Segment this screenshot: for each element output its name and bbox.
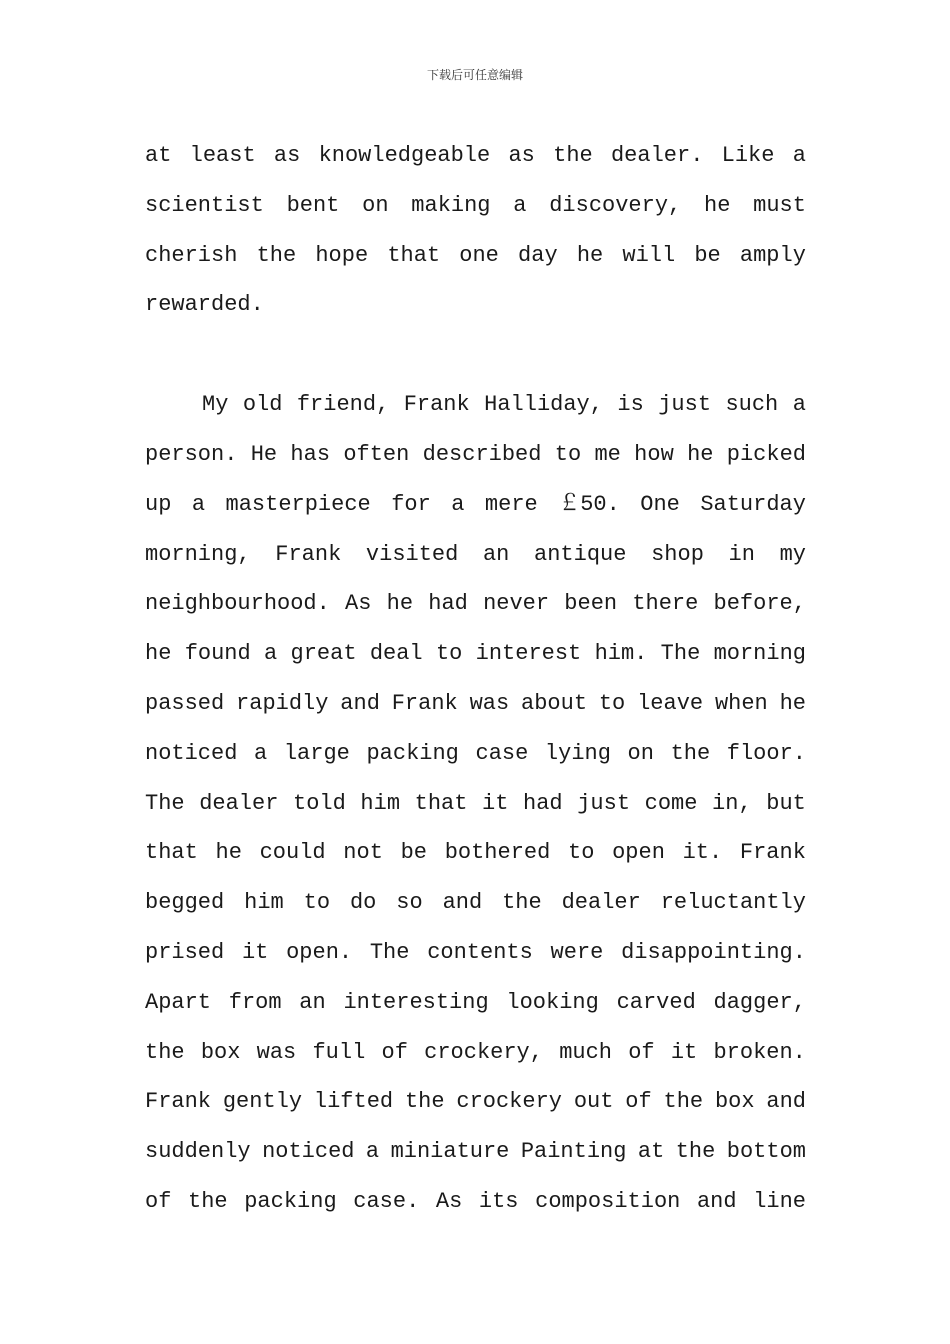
word: never (483, 591, 550, 617)
word: Frank (391, 690, 458, 716)
word: As (345, 591, 372, 617)
word: bent (286, 192, 340, 218)
text-line (145, 231, 806, 281)
word: old (242, 392, 283, 418)
word: not (343, 840, 383, 866)
word: been (564, 591, 618, 617)
word: the (502, 890, 542, 916)
word: interest (475, 641, 582, 667)
word: could (259, 840, 326, 866)
word: just (658, 392, 712, 418)
word: such (725, 392, 779, 418)
text-line (145, 1077, 806, 1127)
text-line (145, 480, 806, 530)
word: noticed (262, 1139, 355, 1165)
word: Saturday (700, 491, 806, 517)
word: the (256, 242, 297, 268)
word: had (428, 591, 468, 617)
word: Apart (145, 989, 212, 1015)
word: in, (712, 790, 752, 816)
word: one (459, 242, 499, 268)
text-line (145, 1177, 806, 1227)
word: a (451, 491, 465, 517)
word: he (576, 242, 604, 268)
word: Frank (739, 840, 806, 866)
word: that (145, 840, 198, 866)
word: hope (315, 242, 369, 268)
word: described (422, 441, 542, 467)
word: the (553, 143, 593, 168)
text-line (145, 430, 806, 480)
word: a (513, 192, 527, 218)
word: interesting (343, 989, 489, 1015)
word: a (191, 491, 206, 517)
word: it (241, 939, 269, 965)
word: mere (484, 491, 538, 517)
word: scientist (145, 192, 264, 218)
word: for (391, 491, 431, 517)
word: composition (535, 1188, 681, 1214)
word: One (640, 491, 680, 517)
word: must (753, 192, 806, 218)
word: bothered (444, 840, 551, 866)
word: him (360, 790, 401, 816)
word: masterpiece (225, 491, 371, 517)
word: packing (366, 740, 459, 766)
word: the (670, 740, 711, 766)
word: it. (682, 840, 723, 866)
word: he (145, 641, 172, 667)
text-line (145, 579, 806, 629)
word: discovery, (549, 192, 682, 218)
word: a (792, 392, 806, 418)
word: of (628, 1039, 655, 1065)
word: person. (145, 441, 238, 467)
word: to (435, 641, 463, 667)
word: The (145, 790, 185, 816)
word: passed (145, 690, 225, 716)
word: friend, (296, 392, 390, 418)
word: shop (651, 541, 704, 567)
word: about (521, 690, 588, 716)
word: out (573, 1089, 614, 1115)
word: just (577, 790, 631, 816)
word: him. (594, 641, 648, 667)
word: the (145, 1039, 185, 1065)
word: to (598, 690, 626, 716)
text-line (145, 978, 806, 1028)
text-line (145, 1127, 806, 1177)
word: dealer (199, 790, 279, 816)
word: to (568, 840, 595, 866)
word: suddenly (145, 1139, 251, 1165)
word: Frank (275, 541, 342, 567)
word: floor. (726, 740, 806, 766)
word: Halliday, (484, 392, 603, 418)
word: gently (222, 1089, 303, 1115)
word: he (687, 441, 714, 467)
word: its (478, 1188, 519, 1214)
word: was (469, 690, 510, 716)
word: in (728, 541, 755, 567)
word: on (627, 740, 654, 766)
word: an (299, 989, 326, 1015)
word: broken. (713, 1039, 806, 1065)
word: there (632, 591, 699, 617)
word: the (663, 1089, 704, 1115)
word: Like (721, 143, 775, 168)
word: him (244, 890, 284, 916)
word: line (753, 1188, 806, 1214)
word: he (779, 690, 806, 716)
word: contents (427, 939, 533, 965)
text-line (145, 729, 806, 779)
word: Frank (145, 1089, 212, 1115)
word: crockery (456, 1089, 562, 1115)
word: case. (353, 1188, 420, 1214)
word: packing (244, 1188, 337, 1214)
word: a (254, 740, 268, 766)
word: often (343, 441, 410, 467)
word: neighbourhood. (145, 591, 330, 617)
word: much (559, 1039, 612, 1065)
word: the (675, 1139, 716, 1165)
word: that (414, 790, 468, 816)
word: My (202, 392, 229, 418)
word: antique (534, 541, 627, 567)
word: looking (506, 989, 599, 1015)
word: ￡50. (558, 491, 620, 517)
text-line (145, 530, 806, 580)
word: be (400, 840, 427, 866)
word: rewarded. (145, 292, 264, 318)
word: a (365, 1139, 380, 1165)
text-line (145, 828, 806, 878)
word: from (228, 989, 282, 1015)
word: as (273, 143, 301, 168)
word: a (264, 641, 278, 667)
word: to (554, 441, 582, 467)
word: amply (739, 242, 806, 268)
word: As (435, 1188, 463, 1214)
word: noticed (145, 740, 238, 766)
word: up (145, 491, 172, 517)
text-line (145, 679, 806, 729)
word: knowledgeable (318, 143, 491, 168)
word: reluctantly (660, 890, 806, 916)
document-body (145, 131, 806, 1227)
word: be (694, 242, 721, 268)
word: carved (616, 989, 696, 1015)
word: picked (726, 441, 806, 467)
word: when (714, 690, 768, 716)
paragraph-gap (145, 330, 806, 380)
word: large (283, 740, 350, 766)
word: to (303, 890, 331, 916)
word: prised (145, 939, 225, 965)
word: cherish (145, 242, 238, 268)
text-line (145, 779, 806, 829)
word: deal (369, 641, 423, 667)
text-line (145, 181, 806, 231)
word: of (625, 1089, 652, 1115)
word: of (145, 1188, 172, 1214)
word: at (145, 143, 172, 168)
word: as (508, 143, 535, 168)
word: lifted (313, 1089, 394, 1115)
word: of (381, 1039, 408, 1065)
word: a (792, 143, 806, 168)
word: begged (145, 890, 225, 916)
word: so (396, 890, 423, 916)
word: that (387, 242, 441, 268)
text-line (145, 380, 806, 430)
word: full (312, 1039, 366, 1065)
word: day (518, 242, 558, 268)
text-line (145, 280, 806, 330)
text-line (145, 1028, 806, 1078)
word: come (644, 790, 698, 816)
text-line (145, 131, 806, 181)
text-line (145, 629, 806, 679)
word: making (411, 192, 491, 218)
word: the (404, 1089, 445, 1115)
word: miniature (390, 1139, 510, 1165)
word: open. (286, 939, 353, 965)
word: at (637, 1139, 665, 1165)
word: but (766, 790, 806, 816)
word: visited (365, 541, 459, 567)
word: is (617, 392, 644, 418)
word: and (696, 1188, 737, 1214)
word: and (442, 890, 483, 916)
word: he (704, 192, 731, 218)
word: dealer. (610, 143, 704, 168)
word: found (184, 641, 251, 667)
text-line (145, 928, 806, 978)
word: He (250, 441, 278, 467)
word: dealer (561, 890, 641, 916)
word: how (634, 441, 674, 467)
word: it (482, 790, 509, 816)
word: and (766, 1089, 806, 1115)
word: dagger, (713, 989, 806, 1015)
word: has (290, 441, 331, 467)
word: disappointing. (621, 939, 806, 965)
word: lying (544, 740, 611, 766)
word: least (189, 143, 256, 168)
word: open (612, 840, 665, 866)
word: Frank (403, 392, 470, 418)
word: he (386, 591, 414, 617)
page-header: 下载后可任意编辑 (426, 68, 523, 82)
word: told (293, 790, 346, 816)
word: an (482, 541, 510, 567)
word: do (349, 890, 377, 916)
word: rapidly (236, 690, 329, 716)
word: morning (713, 641, 806, 667)
word: case (475, 740, 529, 766)
word: was (256, 1039, 297, 1065)
word: box (714, 1089, 755, 1115)
word: had (523, 790, 563, 816)
word: great (290, 641, 357, 667)
word: will (622, 242, 676, 268)
word: and (340, 690, 380, 716)
word: the (188, 1188, 228, 1214)
word: Painting (520, 1139, 627, 1165)
word: my (779, 541, 806, 567)
word: The (369, 939, 410, 965)
paragraph (145, 131, 806, 330)
word: were (550, 939, 604, 965)
word: bottom (726, 1139, 806, 1165)
word: box (200, 1039, 241, 1065)
word: crockery, (424, 1039, 543, 1065)
word: The (660, 641, 701, 667)
word: me (594, 441, 621, 467)
word: leave (637, 690, 704, 716)
word: before, (713, 591, 806, 617)
word: morning, (145, 541, 251, 567)
paragraph (145, 380, 806, 1227)
text-line (145, 878, 806, 928)
word: he (215, 840, 242, 866)
word: on (362, 192, 389, 218)
word: it (670, 1039, 698, 1065)
